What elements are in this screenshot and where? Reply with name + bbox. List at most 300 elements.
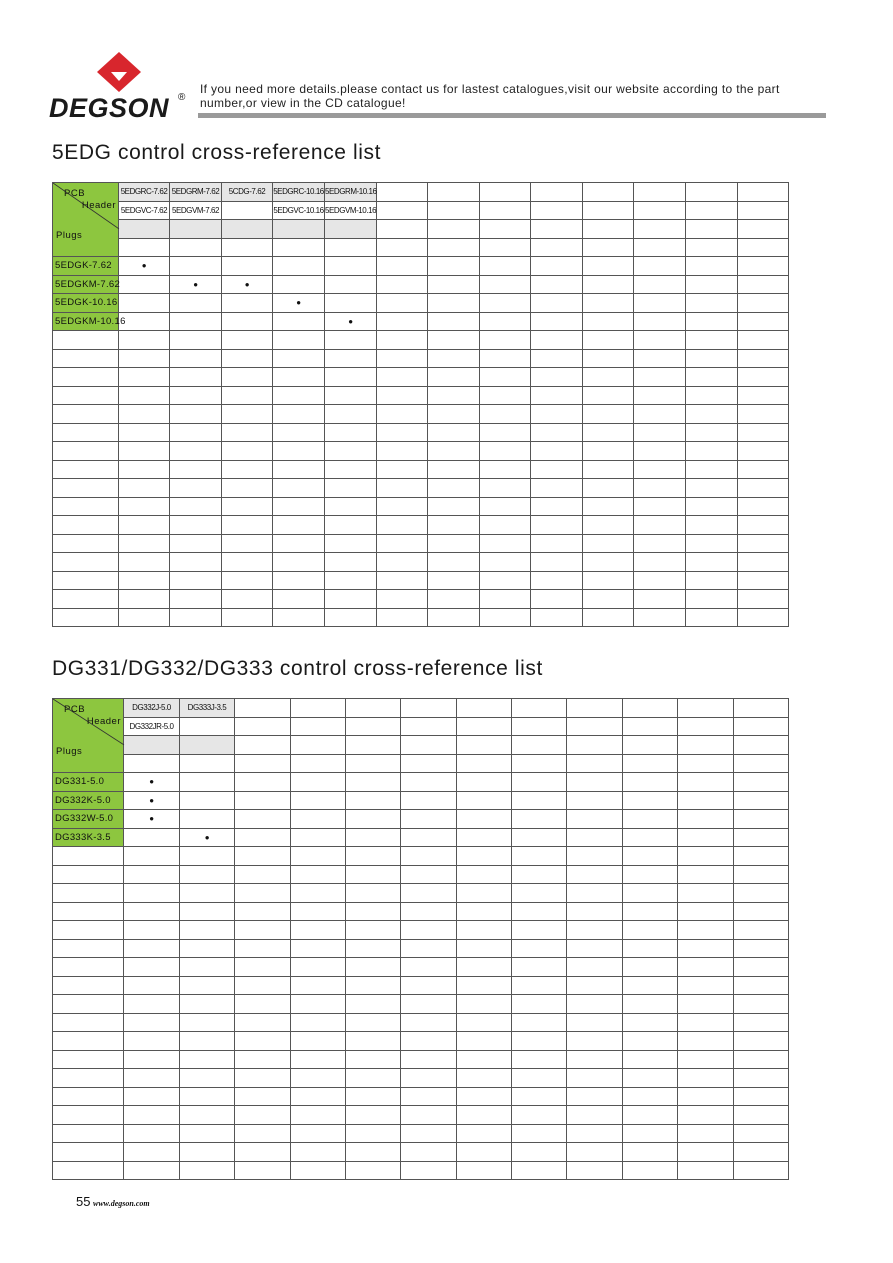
empty-cell [634, 386, 686, 405]
empty-cell [401, 939, 457, 958]
compatibility-dot: ● [222, 275, 273, 294]
empty-cell [428, 608, 480, 627]
empty-cell [53, 590, 119, 609]
compatibility-dot: ● [124, 810, 180, 829]
empty-cell [734, 736, 789, 755]
empty-cell [428, 257, 480, 276]
table-row [53, 865, 789, 884]
empty-cell [428, 590, 480, 609]
empty-cell [377, 534, 428, 553]
empty-cell [678, 902, 734, 921]
empty-cell [480, 608, 531, 627]
empty-cell [428, 497, 480, 516]
empty-cell [222, 479, 273, 498]
empty-cell [678, 1069, 734, 1088]
empty-cell [291, 754, 346, 773]
empty-cell [678, 976, 734, 995]
empty-cell [567, 791, 623, 810]
empty-cell [686, 294, 738, 313]
empty-cell [583, 442, 634, 461]
empty-cell [634, 516, 686, 535]
empty-cell [623, 958, 678, 977]
table-row [53, 497, 789, 516]
empty-cell [678, 1124, 734, 1143]
empty-cell [222, 312, 273, 331]
empty-cell [124, 902, 180, 921]
empty-cell [401, 1161, 457, 1180]
table-row [53, 571, 789, 590]
empty-cell [734, 1106, 789, 1125]
empty-cell [512, 828, 567, 847]
empty-cell [291, 921, 346, 940]
empty-cell [634, 257, 686, 276]
table-row [53, 1087, 789, 1106]
empty-cell [377, 183, 428, 202]
empty-cell [325, 571, 377, 590]
empty-cell [346, 976, 401, 995]
empty-cell [222, 238, 273, 257]
empty-cell [235, 847, 291, 866]
empty-cell [567, 754, 623, 773]
empty-cell [235, 754, 291, 773]
empty-cell [512, 884, 567, 903]
empty-cell [273, 238, 325, 257]
empty-cell [567, 1032, 623, 1051]
empty-cell [623, 1032, 678, 1051]
table-row [53, 516, 789, 535]
empty-cell [124, 865, 180, 884]
empty-cell [235, 902, 291, 921]
empty-cell [273, 553, 325, 572]
empty-cell [235, 939, 291, 958]
pcb-label: PCB [64, 188, 86, 199]
empty-cell [53, 479, 119, 498]
empty-cell [170, 405, 222, 424]
empty-cell [686, 220, 738, 239]
empty-cell [180, 939, 235, 958]
empty-cell [428, 183, 480, 202]
empty-cell [401, 1069, 457, 1088]
table-row [53, 460, 789, 479]
empty-cell [119, 479, 170, 498]
empty-cell [273, 423, 325, 442]
table-row [53, 590, 789, 609]
empty-cell [457, 958, 512, 977]
empty-cell [567, 902, 623, 921]
empty-cell [119, 442, 170, 461]
empty-cell [734, 884, 789, 903]
empty-cell [738, 257, 789, 276]
empty-cell [512, 717, 567, 736]
table-row [53, 754, 789, 773]
empty-cell [428, 312, 480, 331]
empty-cell [457, 1143, 512, 1162]
empty-cell [325, 349, 377, 368]
empty-cell [734, 717, 789, 736]
empty-cell [180, 847, 235, 866]
empty-cell [291, 1124, 346, 1143]
empty-cell [119, 368, 170, 387]
table-row [53, 921, 789, 940]
empty-cell [531, 497, 583, 516]
empty-cell [124, 1143, 180, 1162]
empty-cell [634, 442, 686, 461]
empty-cell [583, 534, 634, 553]
empty-cell [53, 1124, 124, 1143]
empty-cell [686, 553, 738, 572]
table-row [53, 553, 789, 572]
empty-cell [53, 1050, 124, 1069]
empty-cell [235, 699, 291, 718]
empty-cell [512, 773, 567, 792]
empty-cell [180, 995, 235, 1014]
empty-cell [480, 553, 531, 572]
empty-cell [480, 331, 531, 350]
empty-cell [401, 976, 457, 995]
empty-cell [119, 386, 170, 405]
empty-cell [678, 1013, 734, 1032]
header-part: 5EDGRC-10.16 [273, 183, 325, 202]
pcb-label: PCB [64, 704, 86, 715]
empty-cell [346, 754, 401, 773]
empty-cell [457, 1013, 512, 1032]
empty-cell [119, 294, 170, 313]
empty-cell [180, 958, 235, 977]
empty-cell [401, 773, 457, 792]
header-part: 5EDGVC-10.16 [273, 201, 325, 220]
empty-cell [567, 1069, 623, 1088]
empty-cell [567, 717, 623, 736]
empty-cell [401, 754, 457, 773]
empty-cell [738, 349, 789, 368]
header-part: DG333J-3.5 [180, 699, 235, 718]
empty-cell [738, 460, 789, 479]
empty-cell [480, 257, 531, 276]
empty-cell [686, 368, 738, 387]
header-part [222, 201, 273, 220]
empty-cell [53, 865, 124, 884]
empty-cell [480, 238, 531, 257]
empty-cell [273, 516, 325, 535]
empty-cell [346, 1050, 401, 1069]
empty-cell [180, 1069, 235, 1088]
empty-cell [124, 1124, 180, 1143]
empty-cell [377, 368, 428, 387]
empty-cell [678, 865, 734, 884]
header-part: 5EDGRC-7.62 [119, 183, 170, 202]
header-label: Header [86, 716, 121, 727]
empty-cell [623, 902, 678, 921]
empty-cell [623, 1106, 678, 1125]
empty-cell [124, 1032, 180, 1051]
empty-cell [401, 1087, 457, 1106]
empty-cell [457, 884, 512, 903]
empty-cell [222, 331, 273, 350]
table-row [53, 1106, 789, 1125]
empty-cell [53, 405, 119, 424]
compatibility-dot: ● [170, 275, 222, 294]
empty-cell [686, 571, 738, 590]
empty-cell [634, 423, 686, 442]
empty-cell [346, 791, 401, 810]
empty-cell [428, 571, 480, 590]
empty-cell [567, 810, 623, 829]
empty-cell [738, 405, 789, 424]
empty-cell [686, 497, 738, 516]
empty-cell [273, 405, 325, 424]
empty-cell [531, 571, 583, 590]
empty-cell [222, 386, 273, 405]
empty-cell [457, 995, 512, 1014]
empty-cell [124, 754, 180, 773]
empty-cell [567, 939, 623, 958]
empty-cell [170, 534, 222, 553]
empty-cell [346, 1032, 401, 1051]
empty-cell [457, 939, 512, 958]
empty-cell [222, 423, 273, 442]
plug-name: 5EDGKM-7.62 [53, 275, 119, 294]
empty-cell [457, 1032, 512, 1051]
empty-cell [583, 275, 634, 294]
empty-cell [512, 865, 567, 884]
empty-cell [401, 699, 457, 718]
empty-cell [119, 312, 170, 331]
empty-cell [291, 828, 346, 847]
table-row [53, 479, 789, 498]
empty-cell [273, 368, 325, 387]
empty-cell [377, 257, 428, 276]
empty-cell [346, 828, 401, 847]
empty-cell [623, 865, 678, 884]
empty-cell [583, 497, 634, 516]
empty-cell [734, 828, 789, 847]
empty-cell [678, 810, 734, 829]
empty-cell [325, 405, 377, 424]
empty-cell [512, 847, 567, 866]
empty-cell [119, 516, 170, 535]
empty-cell [377, 294, 428, 313]
compatibility-dot: ● [124, 773, 180, 792]
empty-cell [428, 275, 480, 294]
plug-name: DG332W-5.0 [53, 810, 124, 829]
empty-cell [377, 608, 428, 627]
empty-cell [124, 1069, 180, 1088]
empty-cell [634, 331, 686, 350]
empty-cell [734, 958, 789, 977]
table-row [53, 902, 789, 921]
empty-cell [480, 442, 531, 461]
empty-cell [686, 183, 738, 202]
empty-cell [377, 460, 428, 479]
empty-cell [377, 553, 428, 572]
empty-cell [734, 1013, 789, 1032]
table-row [53, 608, 789, 627]
empty-cell [170, 460, 222, 479]
empty-cell [428, 331, 480, 350]
empty-cell [623, 791, 678, 810]
empty-cell [457, 736, 512, 755]
empty-cell [583, 220, 634, 239]
empty-cell [678, 1050, 734, 1069]
empty-cell [291, 1143, 346, 1162]
empty-cell [686, 590, 738, 609]
empty-cell [346, 717, 401, 736]
empty-cell [678, 958, 734, 977]
empty-cell [180, 791, 235, 810]
empty-cell [170, 423, 222, 442]
empty-cell [531, 479, 583, 498]
table-row [53, 368, 789, 387]
empty-cell [53, 368, 119, 387]
empty-cell [119, 534, 170, 553]
empty-cell [734, 699, 789, 718]
empty-cell [567, 1087, 623, 1106]
plug-name: DG332K-5.0 [53, 791, 124, 810]
empty-cell [273, 460, 325, 479]
section1-title: 5EDG control cross-reference list [52, 141, 382, 164]
empty-cell [738, 312, 789, 331]
empty-cell [124, 1050, 180, 1069]
table-row [53, 1032, 789, 1051]
empty-cell [170, 571, 222, 590]
empty-cell [623, 736, 678, 755]
empty-cell [480, 423, 531, 442]
empty-cell [738, 442, 789, 461]
empty-cell [53, 442, 119, 461]
empty-cell [377, 220, 428, 239]
empty-cell [567, 884, 623, 903]
empty-cell [583, 405, 634, 424]
edg-cross-reference-table [52, 182, 789, 627]
empty-cell [734, 1161, 789, 1180]
empty-cell [428, 386, 480, 405]
empty-cell [180, 1124, 235, 1143]
empty-cell [457, 810, 512, 829]
table-row [53, 220, 789, 239]
empty-cell [512, 1069, 567, 1088]
empty-cell [428, 220, 480, 239]
empty-cell [235, 1161, 291, 1180]
empty-cell [53, 1032, 124, 1051]
empty-cell [53, 497, 119, 516]
empty-cell [222, 368, 273, 387]
empty-cell [623, 717, 678, 736]
empty-cell [634, 183, 686, 202]
empty-cell [567, 921, 623, 940]
compatibility-dot: ● [124, 791, 180, 810]
empty-cell [377, 590, 428, 609]
empty-cell [678, 1106, 734, 1125]
empty-cell [180, 865, 235, 884]
table-row [53, 1013, 789, 1032]
empty-cell [623, 847, 678, 866]
empty-cell [124, 995, 180, 1014]
empty-cell [180, 884, 235, 903]
empty-cell [235, 1013, 291, 1032]
empty-cell [273, 331, 325, 350]
empty-cell [531, 590, 583, 609]
header-blank [119, 220, 170, 239]
empty-cell [734, 1050, 789, 1069]
empty-cell [53, 386, 119, 405]
empty-cell [346, 1161, 401, 1180]
empty-cell [346, 1013, 401, 1032]
empty-cell [235, 958, 291, 977]
empty-cell [291, 902, 346, 921]
empty-cell [623, 810, 678, 829]
table-row [53, 847, 789, 866]
empty-cell [401, 810, 457, 829]
empty-cell [678, 717, 734, 736]
empty-cell [124, 921, 180, 940]
empty-cell [480, 590, 531, 609]
plug-name: DG331-5.0 [53, 773, 124, 792]
empty-cell [124, 828, 180, 847]
empty-cell [738, 553, 789, 572]
table-row [53, 1124, 789, 1143]
plugs-label: Plugs [56, 230, 83, 241]
empty-cell [291, 773, 346, 792]
empty-cell [346, 902, 401, 921]
empty-cell [480, 312, 531, 331]
empty-cell [222, 257, 273, 276]
empty-cell [583, 238, 634, 257]
empty-cell [235, 791, 291, 810]
empty-cell [457, 1124, 512, 1143]
empty-cell [180, 1143, 235, 1162]
empty-cell [235, 1106, 291, 1125]
table-row [53, 1050, 789, 1069]
empty-cell [273, 442, 325, 461]
empty-cell [738, 497, 789, 516]
empty-cell [583, 460, 634, 479]
empty-cell [457, 1161, 512, 1180]
empty-cell [346, 995, 401, 1014]
empty-cell [738, 590, 789, 609]
empty-cell [325, 442, 377, 461]
empty-cell [170, 257, 222, 276]
empty-cell [325, 238, 377, 257]
empty-cell [346, 1124, 401, 1143]
empty-cell [325, 608, 377, 627]
empty-cell [634, 349, 686, 368]
empty-cell [170, 349, 222, 368]
empty-cell [583, 479, 634, 498]
empty-cell [53, 534, 119, 553]
empty-cell [428, 405, 480, 424]
empty-cell [738, 386, 789, 405]
empty-cell [346, 1143, 401, 1162]
empty-cell [567, 1050, 623, 1069]
compatibility-dot: ● [273, 294, 325, 313]
empty-cell [428, 349, 480, 368]
empty-cell [377, 275, 428, 294]
header-blank [325, 220, 377, 239]
empty-cell [678, 1161, 734, 1180]
empty-cell [734, 1069, 789, 1088]
empty-cell [738, 331, 789, 350]
plug-name: 5EDGK-10.16 [53, 294, 119, 313]
empty-cell [235, 1032, 291, 1051]
empty-cell [567, 1161, 623, 1180]
compatibility-dot: ● [180, 828, 235, 847]
empty-cell [531, 238, 583, 257]
empty-cell [738, 294, 789, 313]
empty-cell [512, 791, 567, 810]
empty-cell [124, 939, 180, 958]
empty-cell [273, 349, 325, 368]
empty-cell [512, 810, 567, 829]
